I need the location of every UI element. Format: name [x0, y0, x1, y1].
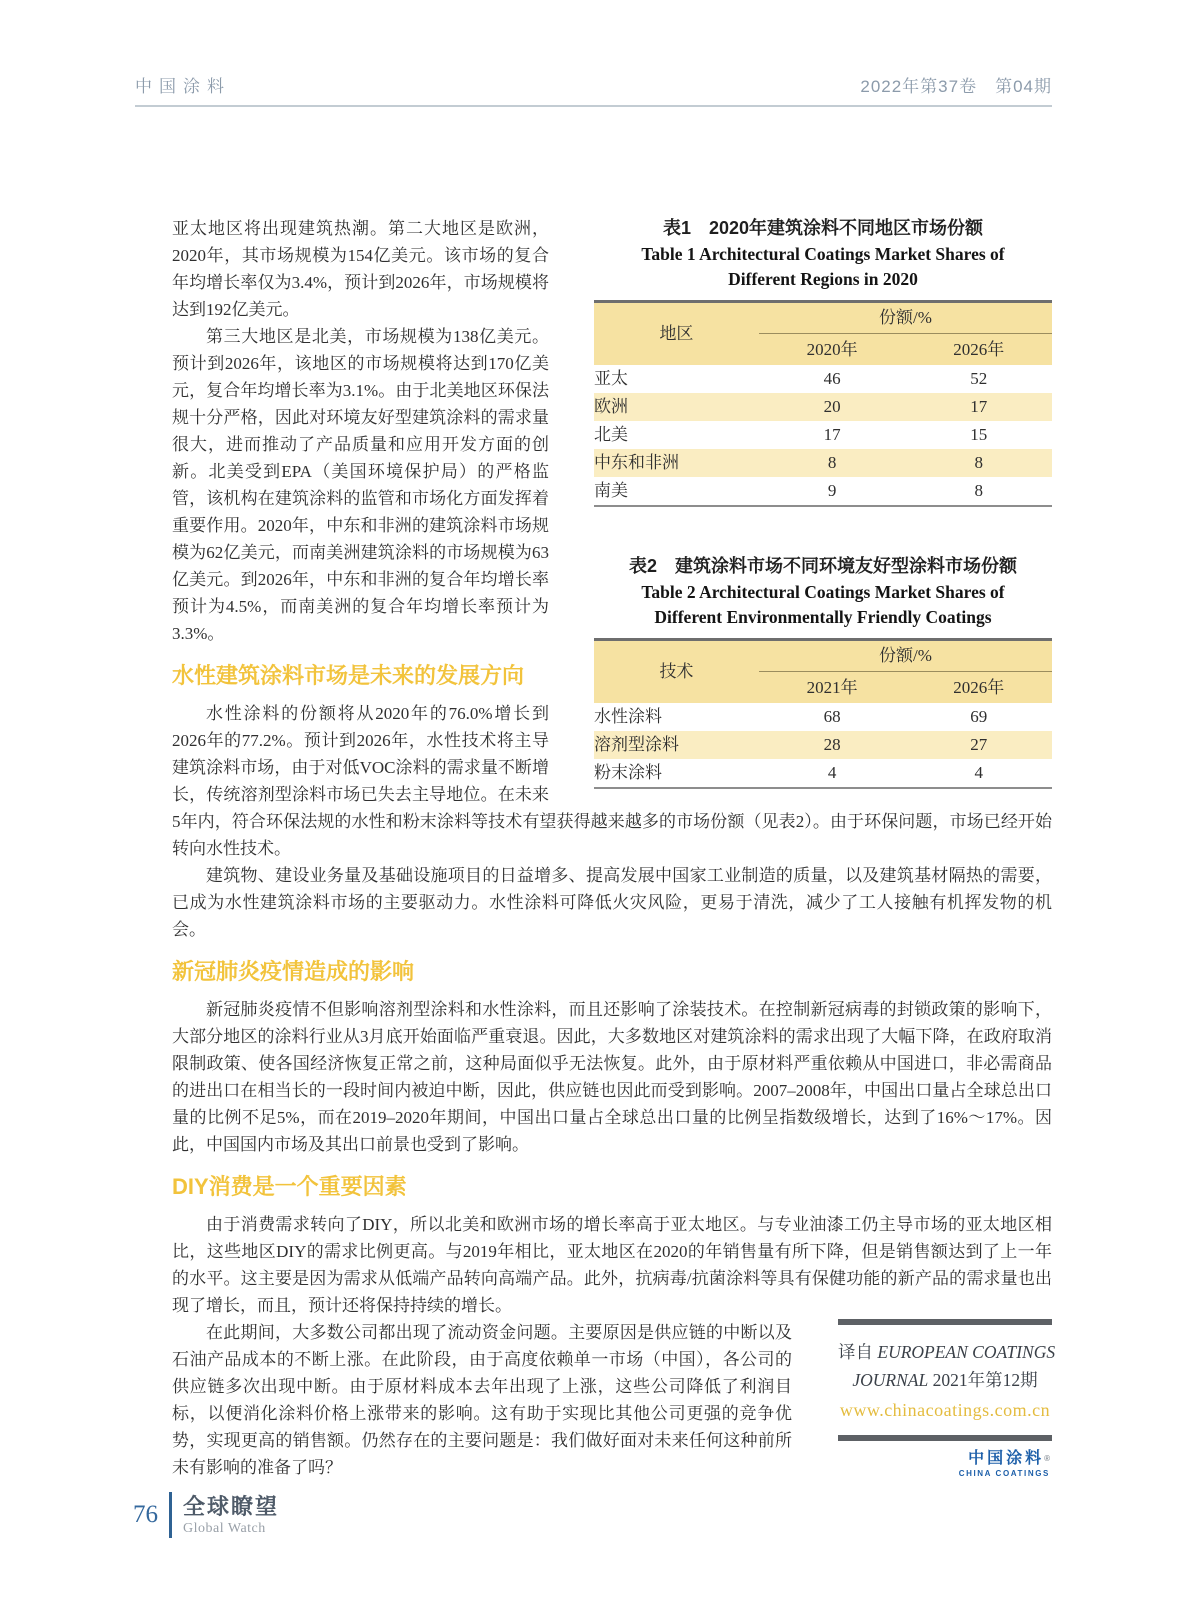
table2-row-header: 技术 — [594, 640, 759, 704]
issue-info: 2022年第37卷 第04期 — [860, 77, 1052, 96]
paragraph-waterborne-share: 水性涂料的份额将从2020年的76.0%增长到2026年的77.2%。预计到2026年，水性技术将主导建筑涂料市场，由于对低VOC涂料的需求量不断增长，传统溶剂型涂料市场已失去主导地位。在未来5年内，符合环保法规的水性和粉末涂料等技术有望获得越来越多的市场份额（见表2）。由于环保问题，市场已经开始转向水性技术。 — [172, 704, 1052, 858]
column-section-name — [183, 1493, 279, 1537]
table1-year-col-2: 2026年 — [905, 334, 1052, 366]
logo-zh-chars: 中国涂料 — [968, 1450, 1045, 1467]
row-label: 粉末涂料 — [594, 763, 662, 782]
source-line-2 — [838, 1366, 1052, 1394]
row-value: 68 — [823, 707, 841, 726]
row-value: 17 — [905, 393, 1052, 421]
row-label: 欧洲 — [594, 393, 759, 421]
row-label: 溶剂型涂料 — [594, 731, 759, 759]
paragraph-liquidity: 在此期间，大多数公司都出现了流动资金问题。主要原因是供应链的中断以及石油产品成本的不断上涨。在此阶段，由于高度依赖单一市场（中国），各公司的供应链多次出现中断。由于原材料成本去年出现了上涨，这些公司降低了利润目标，以便消化涂料价格上涨带来的影响。这有助于实现比其他公司更强的竞争优势，实现更高的销售额。仍然存在的主要问题是：我们做好面对未来任何这种前所未有影响的准备了吗？ — [172, 1323, 792, 1477]
page-header — [135, 72, 1052, 107]
table-row — [594, 365, 1052, 393]
row-value: 17 — [823, 425, 841, 444]
source-attribution-box — [838, 1319, 1056, 1441]
page-number: 76 — [133, 1501, 158, 1528]
row-label: 亚太 — [594, 369, 628, 388]
tables-column — [594, 215, 1052, 789]
final-block — [172, 1319, 1056, 1481]
table1-row-header: 地区 — [594, 302, 759, 366]
row-label: 北美 — [594, 425, 628, 444]
row-label: 水性涂料 — [594, 707, 662, 726]
table2-year-col-1: 2021年 — [759, 672, 906, 704]
table2-year-col-2: 2026年 — [905, 672, 1052, 704]
table1-title-en-line2: Different Regions in 2020 — [728, 269, 918, 289]
paragraph-diy-consumption: 由于消费需求转向了DIY，所以北美和欧洲市场的增长率高于亚太地区。与专业油漆工仍主导市场的亚太地区相比，这些地区DIY的需求比例更高。与2019年相比，亚太地区在2020的年销售量有所下降，但是销售额达到了上一年的水平。这主要是因为需求从低端产品转向高端产品。此外，抗病毒/抗菌涂料等具有保健功能的新产品的需求量也出现了增长，而且，预计还将保持持续的增长。 — [172, 1215, 1052, 1315]
row-value: 69 — [970, 707, 988, 726]
row-value: 15 — [970, 425, 988, 444]
row-value: 8 — [759, 449, 906, 477]
logo-text-en: CHINA COATINGS — [958, 1469, 1050, 1478]
source-line-1 — [838, 1338, 1056, 1366]
table2-block — [594, 553, 1052, 789]
row-value: 9 — [827, 481, 837, 500]
column-name-en: Global Watch — [183, 1521, 266, 1536]
row-value: 20 — [759, 393, 906, 421]
section-heading-waterborne: 水性建筑涂料市场是未来的发展方向 — [172, 663, 525, 688]
table1-header — [594, 302, 1052, 366]
article-body — [172, 215, 1056, 1481]
website-url: www.chinacoatings.com.cn — [839, 1400, 1051, 1420]
table1 — [594, 300, 1052, 507]
table2-span-header: 份额/% — [759, 640, 1052, 672]
paragraph-asia-europe: 亚太地区将出现建筑热潮。第二大地区是欧洲，2020年，其市场规模为154亿美元。该市场的复合年均增长率仅为3.4%，预计到2026年，市场规模将达到192亿美元。 — [172, 219, 549, 319]
row-value: 8 — [905, 449, 1052, 477]
table2-title-zh: 表2 建筑涂料市场不同环境友好型涂料市场份额 — [628, 556, 1017, 576]
table-row — [594, 759, 1052, 788]
row-label: 中东和非洲 — [594, 449, 759, 477]
column-name-zh: 全球瞭望 — [183, 1494, 280, 1519]
table2-header — [594, 640, 1052, 704]
row-value: 52 — [970, 369, 988, 388]
source-journal-name-2: JOURNAL — [852, 1370, 929, 1390]
footer-divider — [169, 1492, 172, 1538]
table2-title-en-line1: Table 2 Architectural Coatings Market Shares of — [641, 582, 1005, 602]
paragraph-north-america: 第三大地区是北美，市场规模为138亿美元。预计到2026年，该地区的市场规模将达到170亿美元，复合年均增长率为3.1%。由于北美地区环保法规十分严格，因此对环境友好型建筑涂料的需求量很大，进而推动了产品质量和应用开发方面的创新。北美受到EPA（美国环境保护局）的严格监管，该机构在建筑涂料的监管和市场化方面发挥着重要作用。2020年，中东和非洲的建筑涂料市场规模为62亿美元，而南美洲建筑涂料的市场规模为63亿美元。到2026年，中东和非洲的复合年均增长率预计为4.5%，而南美洲的复合年均增长率预计为3.3%。 — [172, 327, 549, 643]
journal-name: 中国涂料 — [135, 77, 231, 96]
section-heading-diy: DIY消费是一个重要因素 — [172, 1174, 407, 1199]
table1-block — [594, 215, 1052, 507]
table-row — [594, 731, 1052, 759]
table-row — [594, 421, 1052, 449]
table2 — [594, 638, 1052, 789]
table1-year-col-1: 2020年 — [759, 334, 906, 366]
row-value: 4 — [827, 763, 837, 782]
row-value: 8 — [974, 481, 983, 500]
row-value: 27 — [905, 731, 1052, 759]
section-heading-covid: 新冠肺炎疫情造成的影响 — [172, 959, 415, 984]
table1-title-en-line1: Table 1 Architectural Coatings Market Shares of — [641, 244, 1005, 264]
table-row — [594, 393, 1052, 421]
page-footer — [133, 1492, 279, 1538]
source-prefix: 译自 — [838, 1342, 878, 1362]
paragraph-market-drivers: 建筑物、建设业务量及基础设施项目的日益增多、提高发展中国家工业制造的质量，以及建筑基材隔热的需要，已成为水性建筑涂料市场的主要驱动力。水性涂料可降低火灾风险，更易于清洗，减少了工人接触有机挥发物的机会。 — [172, 866, 1052, 939]
source-journal-name-1: EUROPEAN COATINGS — [877, 1342, 1056, 1362]
china-coatings-logo — [838, 1450, 1052, 1479]
registered-mark: ® — [1044, 1454, 1050, 1463]
table-row — [594, 449, 1052, 477]
source-column — [838, 1319, 1056, 1479]
row-label: 南美 — [594, 481, 628, 500]
table-row — [594, 703, 1052, 731]
table1-title-zh: 表1 2020年建筑涂料不同地区市场份额 — [662, 218, 984, 238]
paragraph-covid-impact: 新冠肺炎疫情不但影响溶剂型涂料和水性涂料，而且还影响了涂装技术。在控制新冠病毒的封锁政策的影响下，大部分地区的涂料行业从3月底开始面临严重衰退。因此，大多数地区对建筑涂料的需求出现了大幅下降，在政府取消限制政策、使各国经济恢复正常之前，这种局面似乎无法恢复。此外，由于原材料严重依赖从中国进口，非必需商品的进出口在相当长的一段时间内被迫中断，因此，供应链也因此而受到影响。2007–2008年，中国出口量占全球总出口量的比例不足5%，而在2019–2020年期间，中国出口量占全球总出口量的比例呈指数级增长，达到了16%～17%。因此，中国国内市场及其出口前景也受到了影响。 — [172, 1000, 1052, 1154]
source-issue: 2021年第12期 — [928, 1370, 1038, 1390]
row-value: 28 — [759, 731, 906, 759]
row-value: 46 — [823, 369, 841, 388]
table-row — [594, 477, 1052, 506]
table1-span-header: 份额/% — [759, 302, 1052, 334]
logo-text-zh — [838, 1450, 1050, 1468]
row-value: 4 — [974, 763, 983, 782]
table2-title-en-line2: Different Environmentally Friendly Coatings — [654, 607, 992, 627]
